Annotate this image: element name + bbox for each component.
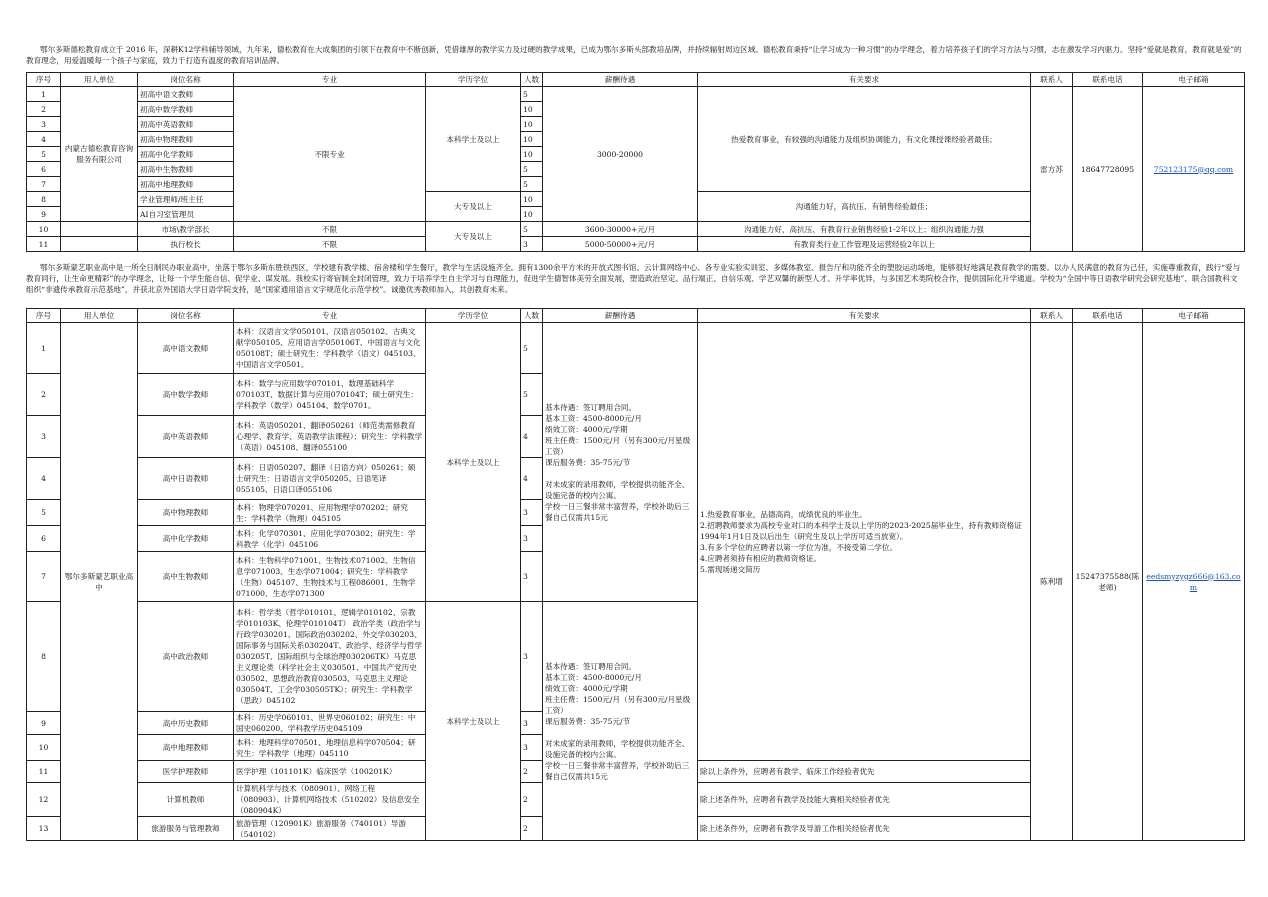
- header-phone: 联系电话: [1073, 73, 1143, 87]
- position-name: 市场\教学部长: [138, 222, 234, 237]
- requirements: 除以上条件外，应聘者有教学、临床工作经验者优先: [698, 761, 1031, 783]
- headcount: 2: [521, 817, 543, 841]
- salary: 3000-20000: [543, 87, 698, 222]
- table-row: [27, 323, 1245, 374]
- row-no: 3: [27, 416, 61, 458]
- headcount: 10: [521, 132, 543, 147]
- position-name: 初高中数学教师: [138, 102, 234, 117]
- headcount: 3: [521, 500, 543, 526]
- position-name: 高中历史教师: [138, 712, 234, 735]
- header-unit: 用人单位: [61, 73, 138, 87]
- header-requirements: 有关要求: [698, 73, 1031, 87]
- email-link[interactable]: eedsmyzygz666@163.com: [1146, 571, 1241, 592]
- intro-paragraph-mengyi: 鄂尔多斯蒙艺职业高中是一所全日制民办职业高中，坐落于鄂尔多斯东胜铁西区，学校建有教学楼、宿舍楼和学生餐厅，教学与生活设施齐全。拥有1300余平方米的开放式图书馆、云计算网络中心、各专业实验实训室、多媒体教室、报告厅和功能齐全的塑胶运动场地，能够很好地满足教育教学的需要。以办人民满意的教育为己任，实施尊重教育，践行“爱与教育同行，让生命更精彩”的办学理念，让每一个学生能自信、促学业、谋发展。我校实行寄宿制全封闭管理，致力于培养学生自主学习与自理能力，促进学生德智体美劳全面发展，塑造政治坚定、品行端正、自信乐观、学艺双馨的新型人才。升学率优异，与多国艺术类院校合作，提供国际化升学通道。学校为“全国中等日语教学研究会研究基地”、联合国教科文组织“非遗传承教育示范基地”，并获北京外国语大学日语学院支持，是“国家通用语言文字规范化示范学校”。诚邀优秀教师加入，共创教育未来。: [26, 263, 1241, 294]
- row-no: 7: [27, 552, 61, 602]
- intro-paragraph-desong: 鄂尔多斯德松教育成立于 2016 年，深耕K12学科辅导领域，九年来，德松教育在大成集团的引领下在教育中不断创新，凭借雄厚的教学实力及过硬的教学成果，已成为鄂尔多斯头部教培品牌，并持续辐射周边区域。德松教育秉持“让学习成为一种习惯”的办学理念，着力培养孩子们的学习方法与习惯，志在激发学习内驱力。坚持“爱就是教育，教育就是爱”的教育理念，用爱温暖每一个孩子与家庭，致力于打造有温度的教育培训品牌。: [26, 45, 1242, 65]
- salary: 3600-30000+元/月: [543, 222, 698, 237]
- requirements: 除上述条件外，应聘者有教学及导游工作相关经验者优先: [698, 817, 1031, 841]
- row-no: 8: [27, 602, 61, 712]
- requirements: 除上述条件外，应聘者有教学及技能大赛相关经验者优先: [698, 783, 1031, 817]
- major-requirement: 本科：化学070301、应用化学070302；研究生：学科教学（化学）045106: [234, 526, 426, 552]
- degree-requirement: 本科学士及以上: [426, 602, 521, 841]
- requirements: 沟通能力好，高抗压、有教育行业销售经验1-2年以上；组织沟通能力强: [698, 222, 1031, 237]
- employer-name: [61, 222, 138, 237]
- degree-requirement: 大专及以上: [426, 192, 521, 222]
- row-no: 1: [27, 87, 61, 102]
- row-no: 7: [27, 177, 61, 192]
- position-name: 旅游服务与管理教师: [138, 817, 234, 841]
- header-unit: 用人单位: [61, 309, 138, 323]
- position-name: 初高中生物教师: [138, 162, 234, 177]
- headcount: 3: [521, 735, 543, 761]
- header-major: 专业: [234, 73, 426, 87]
- major-requirement: 旅游管理（120901K）旅游服务（740101）导游（540102）: [234, 817, 426, 841]
- position-name: 高中地理教师: [138, 735, 234, 761]
- major-requirement: 计算机科学与技术（080901）、网络工程（080903）、计算机网络技术（510202）及信息安全（080904K）: [234, 783, 426, 817]
- position-name: 高中政治教师: [138, 602, 234, 712]
- header-requirements: 有关要求: [698, 309, 1031, 323]
- requirements: 有教育类行业工作管理及运营经验2年以上: [698, 237, 1031, 252]
- contact-email[interactable]: [1143, 87, 1245, 252]
- position-name: 医学护理教师: [138, 761, 234, 783]
- headcount: 3: [521, 526, 543, 552]
- position-name: 初高中语文教师: [138, 87, 234, 102]
- major-requirement: 本科：生物科学071001、生物技术071002、生物信息学071003、生态学071004；研究生：学科教学（生物）045107、生物技术与工程086001、生物学071000、生态学071300: [234, 552, 426, 602]
- contact-phone: 15247375588(陈老师): [1073, 323, 1143, 841]
- row-no: 9: [27, 712, 61, 735]
- headcount: 3: [521, 552, 543, 602]
- header-position: 岗位名称: [138, 73, 234, 87]
- position-name: 高中化学教师: [138, 526, 234, 552]
- major-requirement: 不限: [234, 222, 426, 237]
- position-name: 初高中地理教师: [138, 177, 234, 192]
- major-requirement: 本科：汉语言文学050101、汉语言050102、古典文献学050105、应用语言学050106T、中国语言与文化050108T；硕士研究生：学科教学（语文）045103、中国语言文学0501。: [234, 323, 426, 374]
- major-requirement: 本科：历史学060101、世界史060102；研究生：中国史060200、学科教学历史045109: [234, 712, 426, 735]
- salary-benefits: 基本待遇：签订聘用合同。 基本工资：4500-8000元/月 绩效工资：4000元/学期 班主任费：1500元/月（另有300元/月星级工资） 课后服务费：35-75元/节 对未成家的录用教师，学校提供功能齐全、设施完备的校内公寓。 学校一日三餐非常丰富营养，学校补助后三餐自己仅需共15元: [543, 323, 698, 602]
- headcount: 5: [521, 87, 543, 102]
- header-no: 序号: [27, 73, 61, 87]
- headcount: 10: [521, 207, 543, 222]
- table-row: [27, 87, 1245, 102]
- row-no: 6: [27, 526, 61, 552]
- row-no: 6: [27, 162, 61, 177]
- headcount: 10: [521, 102, 543, 117]
- position-name: 高中英语教师: [138, 416, 234, 458]
- headcount: 10: [521, 117, 543, 132]
- row-no: 13: [27, 817, 61, 841]
- major-requirement: 本科：日语050207、翻译（日语方向）050261；硕士研究生：日语语言文学050205、日语笔译055105、日语口译055106: [234, 458, 426, 500]
- row-no: 11: [27, 761, 61, 783]
- row-no: 1: [27, 323, 61, 374]
- headcount: 3: [521, 602, 543, 712]
- contact-email[interactable]: [1143, 323, 1245, 841]
- row-no: 4: [27, 458, 61, 500]
- row-no: 2: [27, 102, 61, 117]
- header-contact: 联系人: [1031, 73, 1073, 87]
- table-desong: [26, 72, 1245, 252]
- degree-requirement: 大专及以上: [426, 222, 521, 252]
- position-name: 初高中化学教师: [138, 147, 234, 162]
- position-name: 高中日语教师: [138, 458, 234, 500]
- salary: 5000-50000+元/月: [543, 237, 698, 252]
- salary-benefits: 基本待遇：签订聘用合同。 基本工资：4500-8000元/月 绩效工资：4000元/学期 班主任费：1500元/月（另有300元/月星级工资） 课后服务费：35-75元/节 对未成家的录用教师，学校提供功能齐全、设施完备的校内公寓。 学校一日三餐非常丰富营养，学校补助后三餐自己仅需共15元: [543, 602, 698, 841]
- headcount: 5: [521, 177, 543, 192]
- header-count: 人数: [521, 73, 543, 87]
- position-name: 高中生物教师: [138, 552, 234, 602]
- employer-name: [61, 237, 138, 252]
- header-salary: 薪酬待遇: [543, 73, 698, 87]
- requirements: 沟通能力好，高抗压、有销售经验最佳；: [698, 192, 1031, 222]
- major-requirement: 本科：数学与应用数学070101、数理基础科学070103T、数据计算与应用070104T；硕士研究生：学科教学（数学）045104、数学0701。: [234, 374, 426, 416]
- row-no: 2: [27, 374, 61, 416]
- table2-header-row: [27, 309, 1245, 323]
- header-contact: 联系人: [1031, 309, 1073, 323]
- headcount: 2: [521, 761, 543, 783]
- header-degree: 学历学位: [426, 309, 521, 323]
- headcount: 10: [521, 147, 543, 162]
- header-degree: 学历学位: [426, 73, 521, 87]
- requirements: 热爱教育事业，有较强的沟通能力及组织协调能力，有文化课授课经验者最佳；: [698, 87, 1031, 192]
- major-requirement: 不限专业: [234, 87, 426, 222]
- position-name: 高中语文教师: [138, 323, 234, 374]
- row-no: 3: [27, 117, 61, 132]
- table-mengyi: [26, 308, 1245, 841]
- position-name: AI自习室管理员: [138, 207, 234, 222]
- major-requirement: 本科：哲学类（哲学010101、逻辑学010102、宗教学010103K、伦理学010104T） 政治学类（政治学与行政学030201、国际政治030202、外交学030203、国际事务与国际关系030204T、政治学、经济学与哲学030205T、国际组织与全球治理030206TK）马克思主义理论类（科学社会主义030501、中国共产党历史030502、思想政治教育030503、马克思主义理论030504T、工会学030505TK）；研究生：学科教学（思政）045102: [234, 602, 426, 712]
- row-no: 11: [27, 237, 61, 252]
- major-requirement: 本科：物理学070201、应用物理学070202；研究生：学科教学（物理）045105: [234, 500, 426, 526]
- position-name: 高中数学教师: [138, 374, 234, 416]
- position-name: 计算机教师: [138, 783, 234, 817]
- header-email: 电子邮箱: [1143, 73, 1245, 87]
- position-name: 高中物理教师: [138, 500, 234, 526]
- header-email: 电子邮箱: [1143, 309, 1245, 323]
- position-name: 初高中物理教师: [138, 132, 234, 147]
- row-no: 4: [27, 132, 61, 147]
- requirements: 1.热爱教育事业，品德高尚，成绩优良的毕业生。 2.招聘教师要求为高校专业对口的本科学士及以上学历的2023-2025届毕业生，持有教师资格证1994年1月1日及以后出生（研究生及以上学历可适当放宽）。 3.有多个学位的应聘者以第一学位为准，不接受第二学位。 4.应聘者须持有相应的教师资格证。 5.需现场递交简历: [698, 323, 1031, 761]
- row-no: 5: [27, 500, 61, 526]
- degree-requirement: 本科学士及以上: [426, 87, 521, 192]
- header-position: 岗位名称: [138, 309, 234, 323]
- major-requirement: 医学护理（101101K）临床医学（100201K）: [234, 761, 426, 783]
- major-requirement: 不限: [234, 237, 426, 252]
- headcount: 4: [521, 416, 543, 458]
- headcount: 2: [521, 783, 543, 817]
- headcount: 4: [521, 458, 543, 500]
- headcount: 3: [521, 237, 543, 252]
- contact-person: 雷方苏: [1031, 87, 1073, 252]
- row-no: 9: [27, 207, 61, 222]
- header-salary: 薪酬待遇: [543, 309, 698, 323]
- header-phone: 联系电话: [1073, 309, 1143, 323]
- table1-header-row: [27, 73, 1245, 87]
- row-no: 8: [27, 192, 61, 207]
- contact-person: 陈利增: [1031, 323, 1073, 841]
- position-name: 初高中英语教师: [138, 117, 234, 132]
- header-count: 人数: [521, 309, 543, 323]
- contact-phone: 18647728095: [1073, 87, 1143, 252]
- header-major: 专业: [234, 309, 426, 323]
- major-requirement: 本科：地理科学070501、地理信息科学070504；研究生：学科教学（地理）045110: [234, 735, 426, 761]
- headcount: 5: [521, 323, 543, 374]
- employer-name: 鄂尔多斯蒙艺职业高中: [61, 323, 138, 841]
- major-requirement: 本科：英语050201、翻译050261（师范类需修教育心理学、教育学、英语教学法课程）；研究生：学科教学（英语）045108、翻译055100: [234, 416, 426, 458]
- email-link[interactable]: 752123175@qq.com: [1153, 164, 1234, 174]
- position-name: 执行校长: [138, 237, 234, 252]
- headcount: 5: [521, 222, 543, 237]
- headcount: 3: [521, 712, 543, 735]
- row-no: 10: [27, 222, 61, 237]
- headcount: 5: [521, 162, 543, 177]
- row-no: 12: [27, 783, 61, 817]
- row-no: 10: [27, 735, 61, 761]
- employer-name: 内蒙古德松教育咨询服务有限公司: [61, 87, 138, 222]
- headcount: 10: [521, 192, 543, 207]
- position-name: 学业管理师/班主任: [138, 192, 234, 207]
- header-no: 序号: [27, 309, 61, 323]
- row-no: 5: [27, 147, 61, 162]
- headcount: 5: [521, 374, 543, 416]
- degree-requirement: 本科学士及以上: [426, 323, 521, 602]
